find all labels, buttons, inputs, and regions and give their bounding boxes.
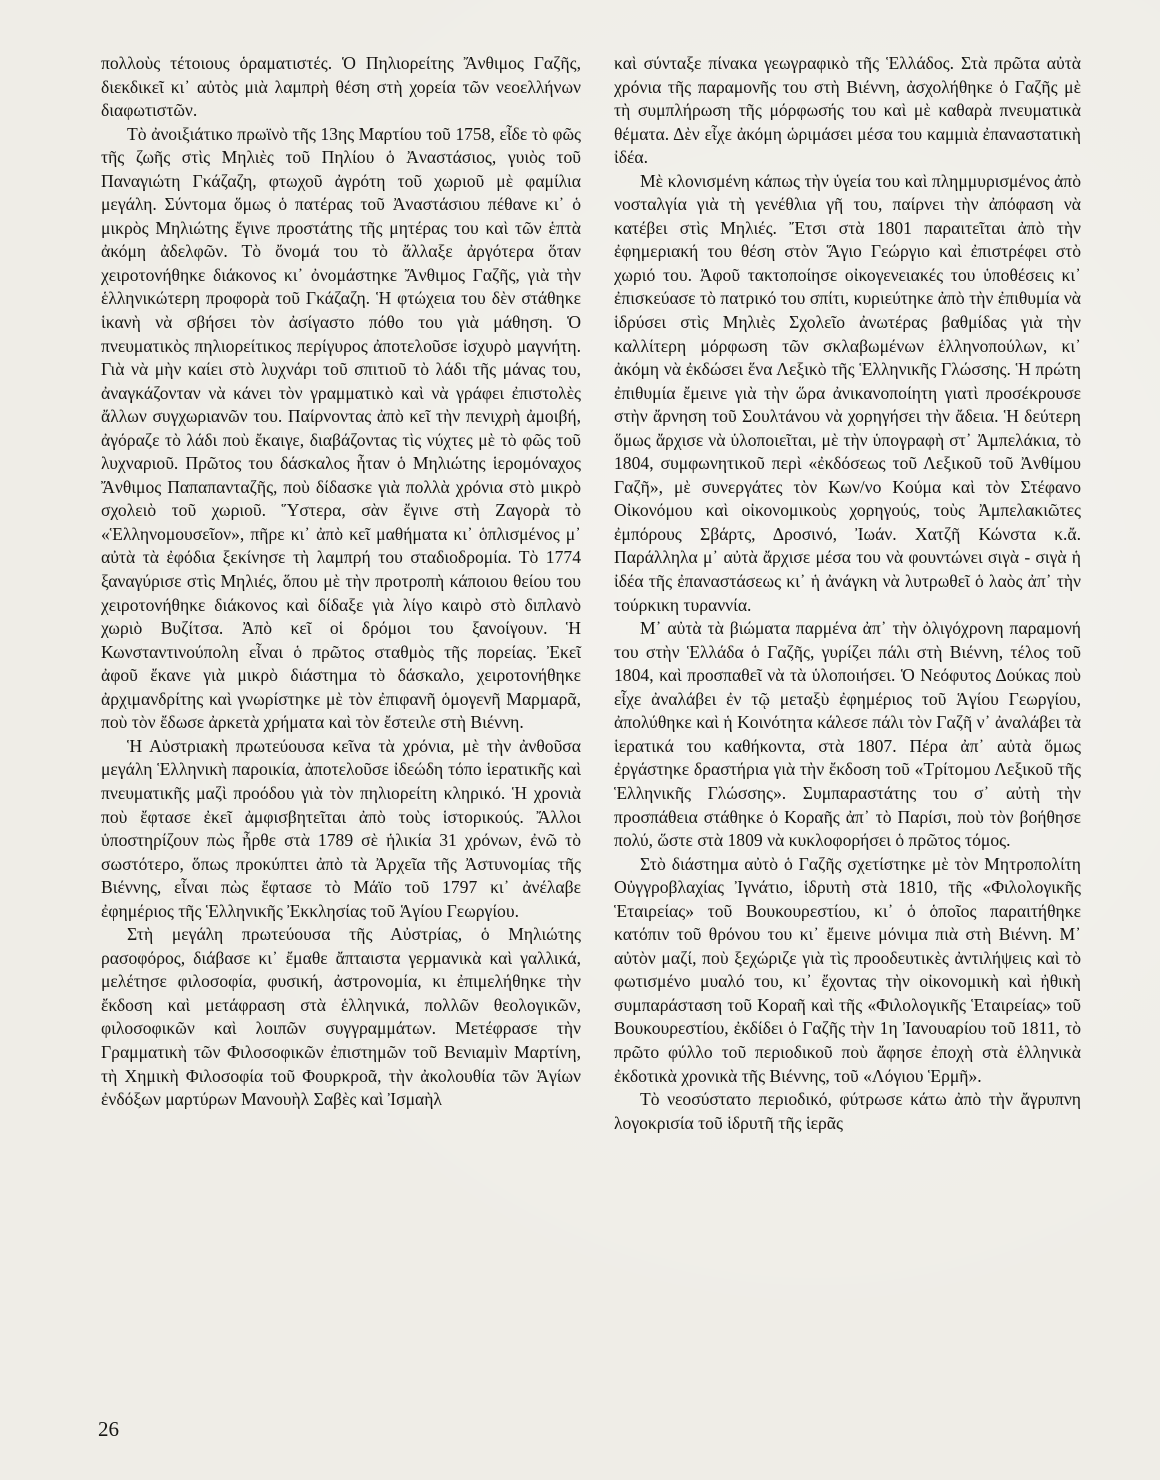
paragraph: Μὲ κλονισμένη κάπως τὴν ὑγεία του καὶ πλημμυρισμένος ἀπὸ νοσταλγία γιὰ τὴ γενέθλια γῆ του, παίρνει τὴν ἀπόφαση νὰ κατέβει στὶς Μηλιές. Ἔτσι στὰ 1801 παραιτεῖται ἀπὸ τὴν ἐφημεριακή του θέση στὸν Ἅγιο Γεώργιο καὶ ἐπιστρέφει στὸ χωριό του. Ἀφοῦ τακτοποίησε οἰκογενειακές του ὑποθέσεις κι᾿ ἐπισκεύασε τὸ πατρικό του σπίτι, κυριεύτηκε ἀπὸ τὴν ἐπιθυμία νὰ ἱδρύσει στὶς Μηλιὲς Σχολεῖο ἀνωτέρας βαθμίδας γιὰ τὴν καλλίτερη μόρφωση τῶν σκλαβωμένων ἑλληνοπούλων, κι᾿ ἀκόμη νὰ ἐκδώσει ἕνα Λεξικὸ τῆς Ἑλληνικῆς Γλώσσης. Ἡ πρώτη ἐπιθυμία ἔμεινε γιὰ τὴν ὥρα ἀνικανοποίητη γιατὶ προσέκρουσε στὴν ἄρνηση τοῦ Σουλτάνου νὰ χορηγήσει τὴν ἄδεια. Ἡ δεύτερη ὅμως ἄρχισε νὰ ὑλοποιεῖται, μὲ τὴν ὑπογραφὴ στ᾿ Ἀμπελάκια, τὸ 1804, συμφωνητικοῦ περὶ «ἐκδόσεως τοῦ Λεξικοῦ τοῦ Ἀνθίμου Γαζῆ», μὲ συνεργάτες τὸν Κων/νο Κούμα καὶ τὸν Στέφανο Οἰκονόμου καὶ οἰκονομικοὺς χορηγούς, τοὺς Ἀμπελακιῶτες ἐμπόρους Σβάρτς, Δροσινό, Ἰωάν. Χατζῆ Κώνστα κ.ἄ. Παράλληλα μ᾿ αὐτὰ ἄρχισε μέσα του νὰ φουντώνει σιγὰ - σιγὰ ἡ ἰδέα τῆς ἐπαναστάσεως κι᾿ ἡ ἀνάγκη νὰ λυτρωθεῖ ὁ λαὸς ἀπ᾿ τὴν τούρκικη τυραννία.	[614, 170, 1081, 615]
paragraph: Στὸ διάστημα αὐτὸ ὁ Γαζῆς σχετίστηκε μὲ τὸν Μητροπολίτη Οὐγγροβλαχίας Ἰγνάτιο, ἱδρυτὴ στὰ 1810, τῆς «Φιλολογικῆς Ἑταιρείας» τοῦ Βουκουρεστίου, κι᾿ ὁ ὁποῖος παραιτήθηκε κατόπιν τοῦ θρόνου του κι᾿ ἔμεινε μόνιμα πιὰ στὴ Βιέννη. Μ᾿ αὐτὸν μαζί, ποὺ ξεχώριζε γιὰ τὶς προοδευτικὲς ἀντιλήψεις καὶ τὸ φωτισμένο μυαλό του, κι᾿ ἔχοντας τὴν οἰκονομικὴ καὶ ἠθικὴ συμπαράσταση τοῦ Κοραῆ καὶ τῆς «Φιλολογικῆς Ἑταιρείας» τοῦ Βουκουρεστίου, ἐκδίδει ὁ Γαζῆς τὴν 1η Ἰανουαρίου τοῦ 1811, τὸ πρῶτο φύλλο τοῦ περιοδικοῦ ποὺ ἄφησε ἐποχὴ στὰ ἑλληνικὰ ἐκδοτικὰ χρονικὰ τῆς Βιέννης, τοῦ «Λόγιου Ἑρμῆ».	[614, 853, 1081, 1086]
paragraph: Ἡ Αὐστριακὴ πρωτεύουσα κεῖνα τὰ χρόνια, μὲ τὴν ἀνθοῦσα μεγάλη Ἑλληνικὴ παροικία, ἀποτελοῦσε ἰδεώδη τόπο ἱερατικῆς καὶ πνευματικῆς μαζὶ προόδου γιὰ τὸν πηλιορείτη κληρικό. Ἡ χρονιὰ ποὺ ἔφτασε ἐκεῖ ἀμφισβητεῖται ἀπὸ τοὺς ἱστορικούς. Ἄλλοι ὑποστηρίζουν πὼς ἦρθε στὰ 1789 σὲ ἡλικία 31 χρόνων, ἐνῶ τὸ σωστότερο, ὅπως προκύπτει ἀπὸ τὰ Ἀρχεῖα τῆς Ἀστυνομίας τῆς Βιέννης, εἶναι πὼς ἔφτασε τὸ Μάϊο τοῦ 1797 κι᾿ ἀνέλαβε ἐφημέριος τῆς Ἑλληνικῆς Ἐκκλησίας τοῦ Ἁγίου Γεωργίου.	[101, 735, 581, 921]
left-text-column	[101, 52, 581, 1112]
right-text-column	[614, 52, 1081, 1135]
paragraph: καὶ σύνταξε πίνακα γεωγραφικὸ τῆς Ἑλλάδος. Στὰ πρῶτα αὐτὰ χρόνια τῆς παραμονῆς του στὴ Βιέννη, ἀσχολήθηκε ὁ Γαζῆς μὲ τὴ συμπλήρωση τῆς μόρφωσής του καὶ μὲ καθαρὰ πνευματικὰ θέματα. Δὲν εἶχε ἀκόμη ὡριμάσει μέσα του καμμιὰ ἐπαναστατικὴ ἰδέα.	[614, 53, 1081, 168]
paragraph: Στὴ μεγάλη πρωτεύουσα τῆς Αὐστρίας, ὁ Μηλιώτης ρασοφόρος, διάβασε κι᾿ ἔμαθε ἄπταιστα γερμανικὰ καὶ γαλλικά, μελέτησε φιλοσοφία, φυσική, ἀστρονομία, κι ἐπιμελήθηκε τὴν ἔκδοση καὶ μετάφραση στὰ ἑλληνικά, πολλῶν θεολογικῶν, φιλοσοφικῶν καὶ λοιπῶν συγγραμμάτων. Μετέφρασε τὴν Γραμματικὴ τῶν Φιλοσοφικῶν ἐπιστημῶν τοῦ Βενιαμὶν Μαρτίνη, τὴ Χημικὴ Φιλοσοφία τοῦ Φουρκροᾶ, τὴν ἀκολουθία τῶν Ἁγίων ἐνδόξων μαρτύρων Μανουὴλ Σαβὲς καὶ Ἰσμαὴλ	[101, 924, 581, 1110]
paragraph: Μ᾿ αὐτὰ τὰ βιώματα παρμένα ἀπ᾿ τὴν ὀλιγόχρονη παραμονή του στὴν Ἑλλάδα ὁ Γαζῆς, γυρίζει πάλι στὴ Βιέννη, τέλος τοῦ 1804, καὶ προσπαθεῖ νὰ τὰ ὑλοποιήσει. Ὁ Νεόφυτος Δούκας ποὺ εἶχε ἀναλάβει ἐν τῷ μεταξὺ ἐφημέριος τοῦ Ἁγίου Γεωργίου, ἀπολύθηκε καὶ ἡ Κοινότητα κάλεσε πάλι τὸν Γαζῆ ν᾿ ἀναλάβει τὰ ἱερατικά του καθήκοντα, στὰ 1807. Πέρα ἀπ᾿ αὐτὰ ὅμως ἐργάστηκε δραστήρια γιὰ τὴν ἔκδοση τοῦ «Τρίτομου Λεξικοῦ τῆς Ἑλληνικῆς Γλώσσης». Συμπαραστάτης του σ᾿ αὐτὴ τὴν προσπάθεια στάθηκε ὁ Κοραῆς ἀπ᾿ τὸ Παρίσι, ποὺ τὸν βοήθησε πολύ, ὥστε στὰ 1809 νὰ κυκλοφορήσει ὁ πρῶτος τόμος.	[614, 618, 1081, 851]
paragraph: Τὸ νεοσύστατο περιοδικό, φύτρωσε κάτω ἀπὸ τὴν ἄγρυπνη λογοκρισία τοῦ ἱδρυτῆ τῆς ἱερᾶς	[614, 1089, 1081, 1133]
paragraph: πολλοὺς τέτοιους ὁραματιστές. Ὁ Πηλιορείτης Ἄνθιμος Γαζῆς, διεκδικεῖ κι᾿ αὐτὸς μιὰ λαμπρὴ θέση στὴ χορεία τῶν νεοελλήνων διαφωτιστῶν.	[101, 53, 581, 121]
paragraph: Τὸ ἀνοιξιάτικο πρωϊνὸ τῆς 13ης Μαρτίου τοῦ 1758, εἶδε τὸ φῶς τῆς ζωῆς στὶς Μηλιὲς τοῦ Πηλίου ὁ Ἀναστάσιος, γυιὸς τοῦ Παναγιώτη Γκάζαζη, φτωχοῦ ἀγρότη τοῦ χωριοῦ μὲ φαμίλια μεγάλη. Σύντομα ὅμως ὁ πατέρας τοῦ Ἀναστάσιου πέθανε κι᾿ ὁ μικρὸς Μηλιώτης ἔγινε προστάτης τῆς μητέρας του καὶ τῶν ἑπτὰ ἀκόμη ἀδελφῶν. Τὸ ὄνομά του τὸ ἄλλαξε ἀργότερα ὅταν χειροτονήθηκε διάκονος κι᾿ ὀνομάστηκε Ἄνθιμος Γαζῆς, γιὰ τὴν ἑλληνικώτερη προφορὰ τοῦ Γκάζαζη. Ἡ φτώχεια του δὲν στάθηκε ἱκανὴ νὰ σβήσει τὸν ἀσίγαστο πόθο του γιὰ μάθηση. Ὁ πνευματικὸς πηλιορείτικος περίγυρος ἀποτελοῦσε ἰσχυρὸ μαγνήτη. Γιὰ νὰ μὴν καίει στὸ λυχνάρι τοῦ σπιτιοῦ τὸ λάδι τῆς μάνας του, ἀναγκάζονταν νὰ κάνει τὸν γραμματικὸ καὶ νὰ γράφει ἐπιστολὲς ἄλλων συγχωριανῶν του. Παίρνοντας ἀπὸ κεῖ τὴν πενιχρὴ ἀμοιβή, ἀγόραζε τὸ λάδι ποὺ ἔκαιγε, διαβάζοντας τὶς νύχτες μὲ τὸ φῶς τοῦ λυχναριοῦ. Πρῶτος του δάσκαλος ἦταν ὁ Μηλιώτης ἱερομόναχος Ἄνθιμος Παπαπανταζῆς, ποὺ δίδασκε γιὰ πολλὰ χρόνια στὸ μικρὸ σχολειὸ τοῦ χωριοῦ. Ὕστερα, σὰν ἔγινε στὴ Ζαγορὰ τὸ «Ἑλληνομουσεῖον», πῆρε κι᾿ ἀπὸ κεῖ μαθήματα κι᾿ ὁπλισμένος μ᾿ αὐτὰ τὰ ἐφόδια ξεκίνησε τὴ λαμπρή του σταδιοδρομία. Τὸ 1774 ξαναγύρισε στὶς Μηλιές, ὅπου μὲ τὴν προτροπὴ κάποιου θείου του χειροτονήθηκε διάκονος καὶ δίδαξε γιὰ λίγο καιρὸ στὸ διπλανὸ χωριὸ Βυζίτσα. Ἀπὸ κεῖ οἱ δρόμοι του ξανοίγουν. Ἡ Κωνσταντινούπολη εἶναι ὁ πρῶτος σταθμὸς τῆς πορείας. Ἐκεῖ ἀφοῦ ἔκανε γιὰ μικρὸ διάστημα τὸ δάσκαλο, χειροτονήθηκε ἀρχιμανδρίτης καὶ γνωρίστηκε μὲ τὸν ἐπιφανῆ ὁμογενῆ Μαρμαρᾶ, ποὺ τὸν ἔδωσε ἀρκετὰ χρήματα καὶ τὸν ἔστειλε στὴ Βιέννη.	[101, 123, 581, 733]
page-number: 26	[98, 1417, 119, 1441]
